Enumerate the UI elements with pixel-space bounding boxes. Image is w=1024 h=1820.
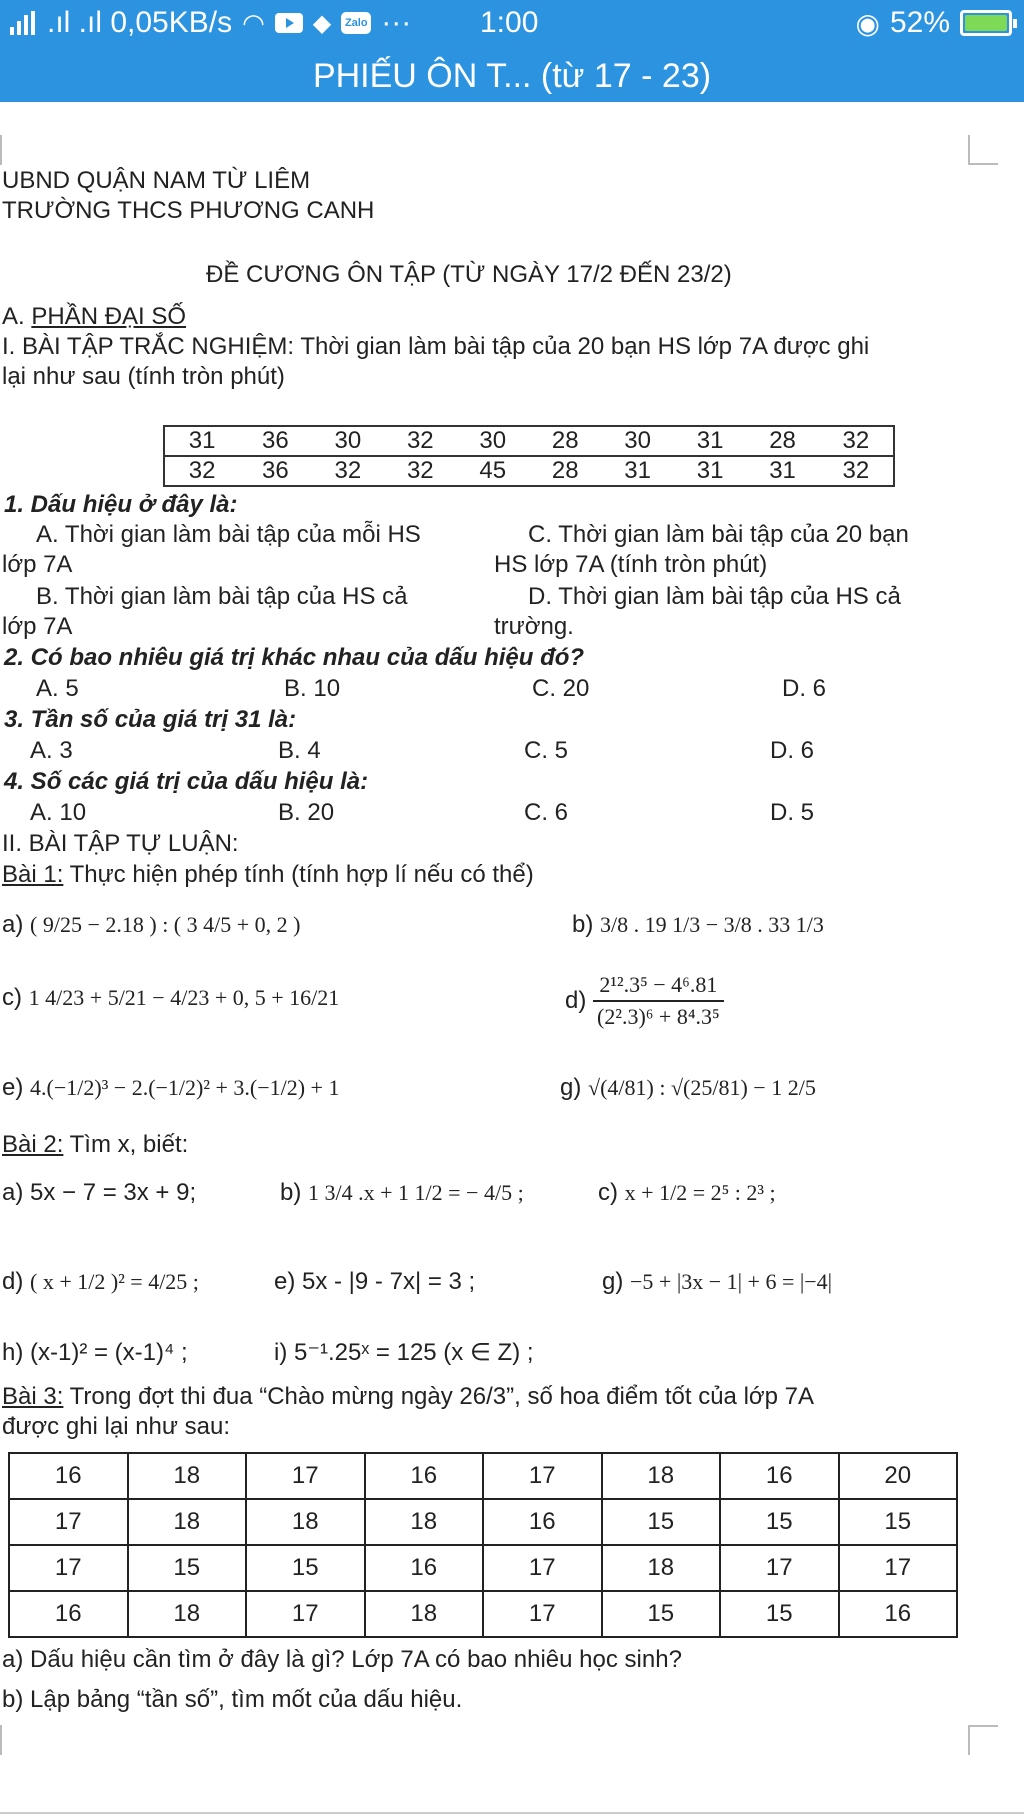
section-i-text-2: lại như sau (tính tròn phút) xyxy=(2,363,285,390)
table-row xyxy=(164,426,894,456)
bai2-e: e) 5x - |9 - 7x| = 3 ; xyxy=(274,1268,476,1295)
section-a-title: PHẦN ĐẠI SỐ xyxy=(31,303,187,330)
bai2-g xyxy=(602,1267,832,1297)
table-cell: 32 xyxy=(819,456,894,486)
bai1-d-denominator: (2².3)⁶ + 8⁴.3⁵ xyxy=(597,1004,720,1029)
table-row xyxy=(9,1453,957,1499)
more-dots: ··· xyxy=(381,6,412,39)
table-cell: 31 xyxy=(164,426,239,456)
bai2-g-expression: −5 + |3x − 1| + 6 = |−4| xyxy=(630,1269,833,1294)
page-corner-mark xyxy=(0,135,2,165)
bai2-c xyxy=(598,1178,776,1208)
q4-option-c: C. 6 xyxy=(524,799,569,826)
bai-1 xyxy=(2,860,534,890)
bai1-e-label: e) xyxy=(2,1074,24,1101)
bai1-a-label: a) xyxy=(2,911,24,938)
zalo-icon: Zalo xyxy=(341,12,371,34)
bai2-b-label: b) xyxy=(280,1179,302,1206)
section-i xyxy=(2,332,869,362)
bai-3-text: Trong đợt thi đua “Chào mừng ngày 26/3”, số hoa điểm tốt của lớp 7A xyxy=(63,1383,815,1410)
section-a xyxy=(2,302,186,332)
bai1-a xyxy=(2,910,300,940)
table-cell: 17 xyxy=(246,1453,365,1499)
bai1-c xyxy=(2,983,339,1013)
table-cell: 32 xyxy=(384,426,456,456)
bai1-c-label: c) xyxy=(2,984,22,1011)
table-cell: 31 xyxy=(674,456,746,486)
bai1-d-numerator: 2¹².3⁵ − 4⁶.81 xyxy=(593,970,724,1002)
q2-option-b: B. 10 xyxy=(284,675,341,702)
bai1-g-label: g) xyxy=(560,1074,582,1101)
bai3-question-b: b) Lập bảng “tần số”, tìm mốt của dấu hiệu. xyxy=(2,1686,463,1713)
status-right xyxy=(856,6,1012,40)
table-cell: 18 xyxy=(602,1545,721,1591)
bai1-a-expression: ( 9/25 − 2.18 ) : ( 3 4/5 + 0, 2 ) xyxy=(30,912,301,937)
table-cell: 16 xyxy=(365,1453,484,1499)
table-cell: 18 xyxy=(365,1591,484,1637)
bai2-b xyxy=(280,1178,524,1208)
table-cell: 15 xyxy=(720,1499,839,1545)
table-cell: 30 xyxy=(457,426,529,456)
status-time: 1:00 xyxy=(480,6,539,39)
section-i-title: I. BÀI TẬP TRẮC NGHIỆM: xyxy=(2,333,295,360)
signal-icon xyxy=(10,11,35,35)
bai-2-text: Tìm x, biết: xyxy=(63,1131,189,1158)
question-3: 3. Tần số của giá trị 31 là: xyxy=(4,706,297,733)
table-cell: 36 xyxy=(239,426,311,456)
table-cell: 17 xyxy=(483,1591,602,1637)
bai1-b xyxy=(572,910,824,940)
q1-option-d-cont: trường. xyxy=(494,613,574,640)
table-cell: 30 xyxy=(601,426,673,456)
bai1-c-expression: 1 4/23 + 5/21 − 4/23 + 0, 5 + 16/21 xyxy=(28,985,340,1010)
table-cell: 17 xyxy=(839,1545,958,1591)
table-cell: 15 xyxy=(602,1499,721,1545)
status-bar xyxy=(0,0,1024,50)
bai2-i: i) 5⁻¹.25ˣ = 125 (x ∈ Z) ; xyxy=(274,1339,534,1366)
bai2-d-expression: ( x + 1/2 )² = 4/25 ; xyxy=(30,1269,199,1294)
bai1-d xyxy=(565,970,724,1032)
bai3-question-a: a) Dấu hiệu cần tìm ở đây là gì? Lớp 7A có bao nhiêu học sinh? xyxy=(2,1646,682,1673)
table-cell: 18 xyxy=(128,1591,247,1637)
table-cell: 18 xyxy=(128,1499,247,1545)
q3-option-c: C. 5 xyxy=(524,737,569,764)
bai2-h: h) (x-1)² = (x-1)⁴ ; xyxy=(2,1339,188,1366)
q1-option-b-cont: lớp 7A xyxy=(2,613,73,640)
table-cell: 28 xyxy=(746,426,818,456)
doc-title: ĐỀ CƯƠNG ÔN TẬP (TỪ NGÀY 17/2 ĐẾN 23/2) xyxy=(206,261,732,288)
app-notification-icon: ◆ xyxy=(312,9,332,37)
bai-2-label: Bài 2: xyxy=(2,1131,64,1158)
table-row xyxy=(9,1591,957,1637)
table-cell: 36 xyxy=(239,456,311,486)
bai1-b-label: b) xyxy=(572,911,594,938)
table-cell: 15 xyxy=(602,1591,721,1637)
table-cell: 32 xyxy=(819,426,894,456)
table-cell: 17 xyxy=(9,1545,128,1591)
table-row xyxy=(9,1499,957,1545)
flower-scores-table xyxy=(8,1452,958,1638)
q1-option-c: C. Thời gian làm bài tập của 20 bạn xyxy=(528,521,909,548)
table-cell: 20 xyxy=(839,1453,958,1499)
bai2-c-label: c) xyxy=(598,1179,618,1206)
network-speed: .ıl .ıl 0,05KB/s xyxy=(47,6,233,39)
bai2-a: a) 5x − 7 = 3x + 9; xyxy=(2,1179,197,1206)
q2-option-d: D. 6 xyxy=(782,675,827,702)
question-2: 2. Có bao nhiêu giá trị khác nhau của dấu hiệu đó? xyxy=(4,644,585,671)
table-cell: 16 xyxy=(365,1545,484,1591)
q1-option-a-cont: lớp 7A xyxy=(2,551,73,578)
q3-option-a: A. 3 xyxy=(30,737,73,764)
q4-option-b: B. 20 xyxy=(278,799,335,826)
table-cell: 17 xyxy=(246,1591,365,1637)
table-cell: 17 xyxy=(483,1453,602,1499)
bai-3-label: Bài 3: xyxy=(2,1383,64,1410)
bai2-d xyxy=(2,1267,199,1297)
bai1-g-expression: √(4/81) : √(25/81) − 1 2/5 xyxy=(588,1075,816,1100)
table-cell: 18 xyxy=(365,1499,484,1545)
table-cell: 16 xyxy=(9,1453,128,1499)
section-a-prefix: A. xyxy=(2,303,32,330)
bai1-e-expression: 4.(−1/2)³ − 2.(−1/2)² + 3.(−1/2) + 1 xyxy=(30,1075,340,1100)
bai-3 xyxy=(2,1382,814,1412)
table-cell: 17 xyxy=(483,1545,602,1591)
table-cell: 15 xyxy=(720,1591,839,1637)
q2-option-c: C. 20 xyxy=(532,675,590,702)
bai1-b-expression: 3/8 . 19 1/3 − 3/8 . 33 1/3 xyxy=(600,912,824,937)
page-corner-mark xyxy=(968,135,998,165)
header-school: TRƯỜNG THCS PHƯƠNG CANH xyxy=(2,197,375,224)
q4-option-a: A. 10 xyxy=(30,799,87,826)
table-cell: 45 xyxy=(457,456,529,486)
q1-option-b: B. Thời gian làm bài tập của HS cả xyxy=(36,583,408,610)
bai1-e xyxy=(2,1073,339,1103)
bai1-g xyxy=(560,1073,816,1103)
table-cell: 18 xyxy=(246,1499,365,1545)
table-cell: 15 xyxy=(246,1545,365,1591)
section-i-text: Thời gian làm bài tập của 20 bạn HS lớp 7A được ghi xyxy=(294,333,870,360)
q4-option-d: D. 5 xyxy=(770,799,815,826)
table-cell: 32 xyxy=(164,456,239,486)
table-row xyxy=(9,1545,957,1591)
q1-option-a: A. Thời gian làm bài tập của mỗi HS xyxy=(36,521,421,548)
table-cell: 18 xyxy=(602,1453,721,1499)
page-bottom-edge xyxy=(0,1812,1024,1814)
bai-2 xyxy=(2,1130,188,1160)
question-1: 1. Dấu hiệu ở đây là: xyxy=(4,491,238,518)
table-cell: 15 xyxy=(128,1545,247,1591)
header-district: UBND QUẬN NAM TỪ LIÊM xyxy=(2,167,311,194)
q3-option-b: B. 4 xyxy=(278,737,321,764)
eye-icon: ◉ xyxy=(855,7,880,39)
bai1-d-fraction xyxy=(593,970,724,1032)
table-cell: 31 xyxy=(674,426,746,456)
status-left xyxy=(10,6,411,40)
table-cell: 17 xyxy=(720,1545,839,1591)
table-cell: 28 xyxy=(529,426,601,456)
table-cell: 16 xyxy=(839,1591,958,1637)
bai2-d-label: d) xyxy=(2,1268,24,1295)
table-cell: 16 xyxy=(720,1453,839,1499)
table-cell: 31 xyxy=(746,456,818,486)
section-ii: II. BÀI TẬP TỰ LUẬN: xyxy=(2,830,239,857)
wifi-icon: ◠ xyxy=(242,7,265,38)
table-cell: 17 xyxy=(9,1499,128,1545)
bai-1-text: Thực hiện phép tính (tính hợp lí nếu có thể) xyxy=(63,861,534,888)
table-cell: 31 xyxy=(601,456,673,486)
table-cell: 15 xyxy=(839,1499,958,1545)
bai2-b-expression: 1 3/4 .x + 1 1/2 = − 4/5 ; xyxy=(308,1180,524,1205)
bai-3-text-2: được ghi lại như sau: xyxy=(2,1413,230,1440)
question-4: 4. Số các giá trị của dấu hiệu là: xyxy=(4,768,369,795)
table-cell: 16 xyxy=(9,1591,128,1637)
q1-option-d: D. Thời gian làm bài tập của HS cả xyxy=(528,583,901,610)
time-data-table xyxy=(163,425,895,487)
q3-option-d: D. 6 xyxy=(770,737,815,764)
bai2-c-expression: x + 1/2 = 2⁵ : 2³ ; xyxy=(624,1180,776,1205)
q2-option-a: A. 5 xyxy=(36,675,79,702)
table-cell: 32 xyxy=(312,456,384,486)
table-cell: 30 xyxy=(312,426,384,456)
page-corner-mark xyxy=(968,1725,998,1755)
bai2-g-label: g) xyxy=(602,1268,624,1295)
table-cell: 18 xyxy=(128,1453,247,1499)
table-row xyxy=(164,456,894,486)
document-title-bar[interactable]: PHIẾU ÔN T... (từ 17 - 23) xyxy=(0,50,1024,102)
video-icon xyxy=(275,13,303,33)
table-cell: 32 xyxy=(384,456,456,486)
table-cell: 16 xyxy=(483,1499,602,1545)
table-cell: 28 xyxy=(529,456,601,486)
battery-percent: 52% xyxy=(889,6,950,39)
bai-1-label: Bài 1: xyxy=(2,861,64,888)
page-corner-mark xyxy=(0,1725,2,1755)
bai1-d-label: d) xyxy=(565,987,587,1014)
battery-icon xyxy=(960,10,1012,36)
q1-option-c-cont: HS lớp 7A (tính tròn phút) xyxy=(494,551,768,578)
